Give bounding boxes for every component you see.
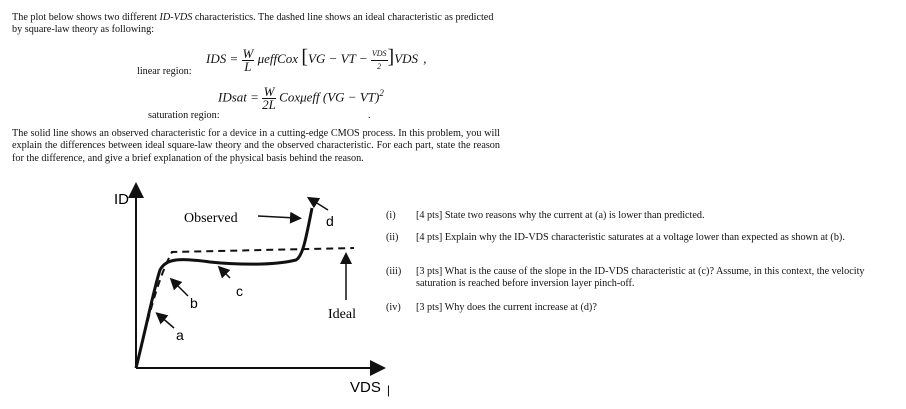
arrow-c — [222, 270, 230, 278]
eq-lin-comma: , — [423, 51, 427, 66]
eq-lin-cox: Cox — [277, 51, 299, 66]
eq-sat-mu: μeff — [300, 89, 320, 105]
point-c-label: c — [236, 283, 243, 299]
intro-text-end: characteristics. The dashed line shows an ideal characteristic as predicted by square-law theory as following: — [12, 12, 494, 36]
question-i-text: [4 pts] State two reasons why the current at (a) is lower than predicted. — [416, 210, 705, 221]
eq-sat-w-over-2l — [262, 86, 276, 111]
question-iii-number: (iii) — [386, 266, 402, 277]
y-axis-label: ID — [114, 191, 129, 208]
eq-lin-two: 2 — [377, 61, 382, 71]
ideal-curve — [136, 248, 354, 368]
question-iii-text: [3 pts] What is the cause of the slope in the ID-VDS characteristic at (c)? Assume, in this context, the velocity saturation is reached before inversion layer pinch-off. — [416, 266, 865, 290]
eq-sat-exp: 2 — [379, 88, 384, 99]
intro-text-start: The plot below shows two different — [12, 12, 160, 23]
point-d-label: d — [326, 213, 334, 229]
eq-lin-lhs: IDS — [206, 51, 227, 66]
question-i-number: (i) — [386, 210, 396, 221]
x-axis-label: VDS — [350, 379, 381, 396]
eq-lin-vg: VG — [308, 51, 326, 66]
eq-sat-paren: (VG − VT) — [322, 89, 380, 105]
question-iii — [386, 266, 900, 291]
question-iv-number: (iv) — [386, 302, 401, 313]
eq-sat-lhs: IDsat — [218, 89, 247, 105]
eq-lin-w: W — [242, 45, 254, 61]
eq-lin-vds-num: VDS — [371, 48, 388, 61]
eq-lin-mu: μeff — [257, 51, 278, 66]
point-a-label: a — [176, 327, 184, 343]
observed-curve — [136, 208, 312, 368]
point-b-label: b — [190, 295, 198, 311]
linear-equation: IDS = $\frac{W}{L}$ μeffCox [VG − VT − $\frac{\text{VDS}}{2}$ ]VDS , — [206, 45, 427, 74]
question-iv — [386, 302, 900, 314]
observed-arrow — [258, 216, 296, 218]
question-iv-text: [3 pts] Why does the current increase at (d)? — [416, 302, 597, 313]
eq-lin-vds: VDS — [394, 51, 419, 66]
problem-description: The solid line shows an observed characteristic for a device in a cutting-edge CMOS process. In this problem, you will explain the differences between ideal square-law theory and the observed characteristic. For each part, state the reason for the difference, and give a brief explanation of the physical basis behind the reason. — [12, 128, 500, 164]
eq-sat-2l: 2L — [262, 97, 276, 112]
eq-lin-l: L — [244, 58, 252, 74]
question-ii-number: (ii) — [386, 232, 399, 243]
eq-lin-vt: VT — [340, 51, 356, 66]
intro-id-vds: ID-VDS — [159, 12, 193, 23]
ideal-label: Ideal — [328, 307, 356, 322]
saturation-equation: IDsat = $\frac{W}{2L}$ Coxμeff (VG − VT)$^2$ — [218, 84, 384, 112]
saturation-region-label: saturation region: — [148, 110, 220, 121]
question-ii — [386, 232, 900, 244]
intro-paragraph — [12, 12, 502, 37]
text-cursor: | — [386, 383, 390, 397]
eq-sat-cox: Cox — [279, 89, 301, 105]
eq-sat-period: . — [368, 110, 371, 121]
arrow-d — [312, 200, 328, 210]
eq-sat-w: W — [263, 84, 275, 99]
question-i — [386, 210, 896, 222]
linear-region-label: linear region: — [137, 66, 192, 77]
eq-lin-vds-over-2 — [371, 48, 388, 73]
observed-label: Observed — [184, 211, 238, 226]
eq-lin-w-over-l — [242, 45, 255, 74]
question-ii-text: [4 pts] Explain why the ID-VDS characteristic saturates at a voltage lower than expected as shown at (b). — [416, 232, 845, 243]
arrow-a — [160, 316, 174, 328]
arrow-b — [174, 282, 188, 296]
id-vds-plot — [100, 178, 390, 406]
